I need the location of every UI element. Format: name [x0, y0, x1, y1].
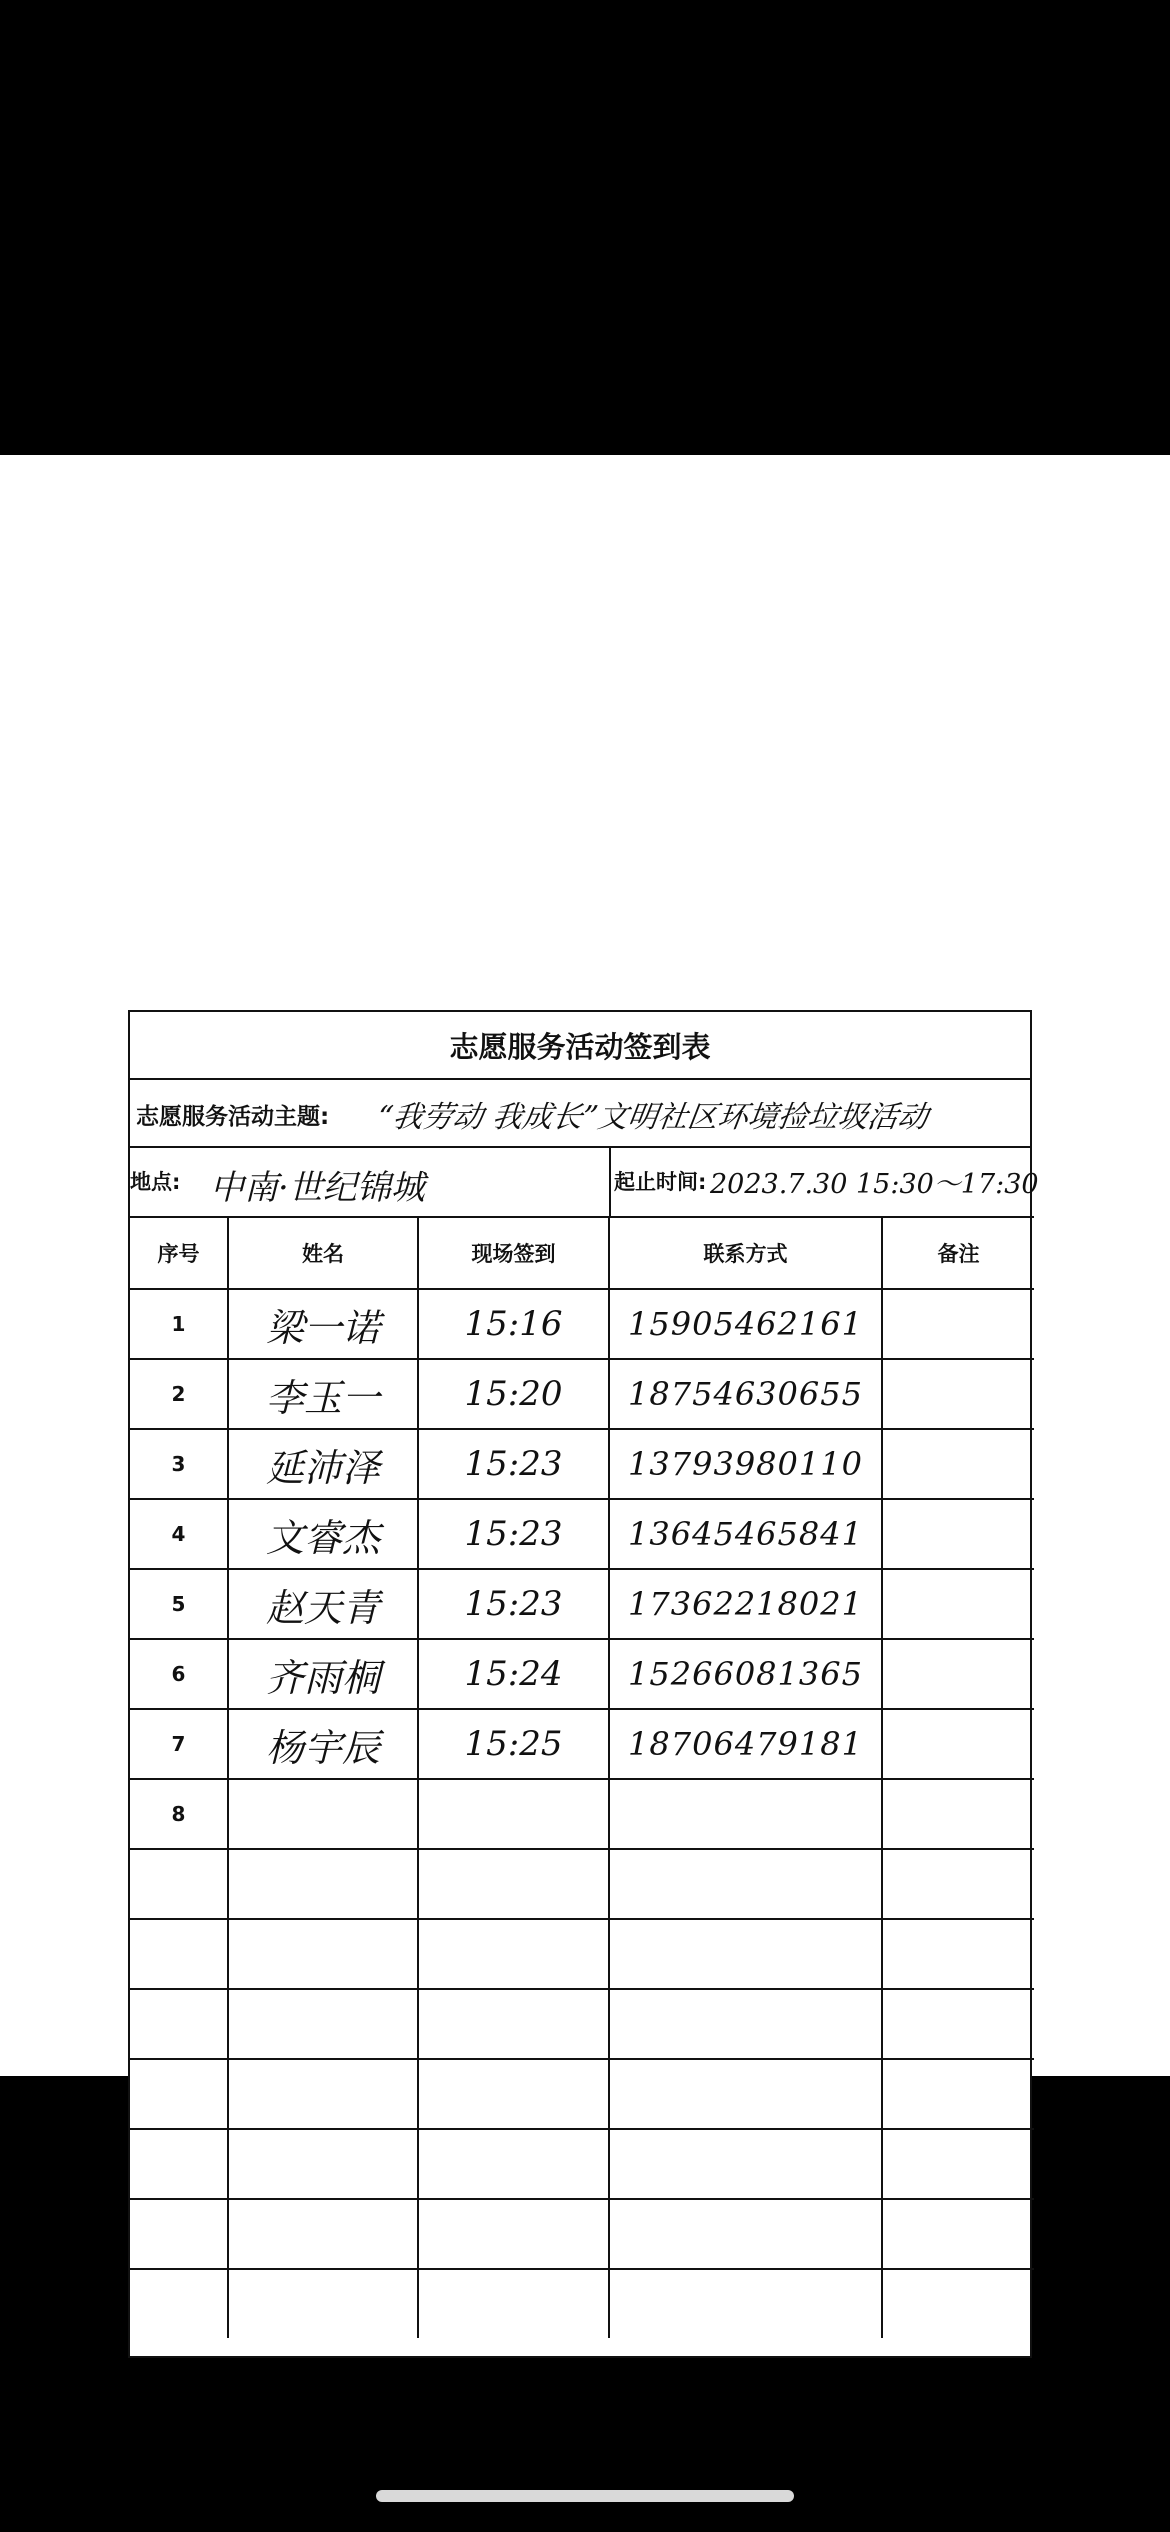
- cell-phone: 13793980110: [609, 1429, 882, 1499]
- cell-phone: [609, 2199, 882, 2269]
- table-row: [130, 1779, 1034, 1849]
- cell-checkin: [418, 2199, 609, 2269]
- cell-no: 5: [130, 1569, 228, 1639]
- cell-name: [228, 2059, 418, 2129]
- cell-phone: [609, 2129, 882, 2199]
- table-row: [130, 1499, 1034, 1569]
- cell-no: [130, 2199, 228, 2269]
- cell-name: 延沛泽: [228, 1429, 418, 1499]
- cell-no: 8: [130, 1779, 228, 1849]
- cell-checkin: 15:24: [418, 1639, 609, 1709]
- cell-checkin: 15:16: [418, 1289, 609, 1359]
- column-header-no: 序号: [130, 1217, 228, 1289]
- cell-phone: 15905462161: [609, 1289, 882, 1359]
- table-header-row: [130, 1217, 1034, 1289]
- cell-name: [228, 1849, 418, 1919]
- cell-note: [882, 2269, 1034, 2338]
- cell-phone: [609, 2269, 882, 2338]
- cell-note: [882, 2059, 1034, 2129]
- location-value-handwritten: 中南·世纪锦城: [210, 1168, 425, 1208]
- cell-phone: 18706479181: [609, 1709, 882, 1779]
- column-header-name: 姓名: [228, 1217, 418, 1289]
- cell-checkin: [418, 1779, 609, 1849]
- cell-name: [228, 1919, 418, 1989]
- cell-phone: 13645465841: [609, 1499, 882, 1569]
- table-row: [130, 1639, 1034, 1709]
- cell-name: 李玉一: [228, 1359, 418, 1429]
- cell-no: 2: [130, 1359, 228, 1429]
- theme-label: 志愿服务活动主题:: [136, 1104, 330, 1130]
- cell-name: [228, 2199, 418, 2269]
- cell-phone: [609, 1779, 882, 1849]
- theme-value-handwritten: “我劳动 我成长”文明社区环境捡垃圾活动: [375, 1100, 931, 1135]
- table-row: [130, 1359, 1034, 1429]
- cell-note: [882, 1499, 1034, 1569]
- table-row: [130, 2199, 1034, 2269]
- cell-checkin: 15:23: [418, 1429, 609, 1499]
- cell-no: [130, 2059, 228, 2129]
- cell-note: [882, 1569, 1034, 1639]
- cell-note: [882, 1429, 1034, 1499]
- location-time-row: [130, 1146, 1039, 1218]
- cell-name: 齐雨桐: [228, 1639, 418, 1709]
- cell-checkin: [418, 1849, 609, 1919]
- time-value-handwritten: 2023.7.30 15:30～17:30: [710, 1169, 1039, 1200]
- cell-no: 7: [130, 1709, 228, 1779]
- cell-checkin: 15:25: [418, 1709, 609, 1779]
- cell-phone: 17362218021: [609, 1569, 882, 1639]
- cell-no: [130, 1989, 228, 2059]
- table-row: [130, 1849, 1034, 1919]
- cell-checkin: [418, 2129, 609, 2199]
- cell-name: [228, 1779, 418, 1849]
- cell-phone: [609, 1919, 882, 1989]
- cell-checkin: [418, 1919, 609, 1989]
- sign-in-sheet: [128, 1010, 1039, 2358]
- table-row: [130, 1709, 1034, 1779]
- table-row: [130, 2269, 1034, 2338]
- cell-checkin: 15:23: [418, 1569, 609, 1639]
- cell-name: [228, 1989, 418, 2059]
- cell-phone: 15266081365: [609, 1639, 882, 1709]
- cell-no: [130, 1849, 228, 1919]
- cell-note: [882, 2199, 1034, 2269]
- home-indicator: [376, 2490, 794, 2502]
- cell-no: [130, 2269, 228, 2338]
- cell-note: [882, 1989, 1034, 2059]
- cell-note: [882, 1919, 1034, 1989]
- cell-note: [882, 1709, 1034, 1779]
- cell-checkin: [418, 2059, 609, 2129]
- table-row: [130, 1569, 1034, 1639]
- cell-name: 文睿杰: [228, 1499, 418, 1569]
- cell-no: 4: [130, 1499, 228, 1569]
- cell-name: 梁一诺: [228, 1289, 418, 1359]
- cell-checkin: [418, 2269, 609, 2338]
- cell-note: [882, 2129, 1034, 2199]
- cell-name: [228, 2129, 418, 2199]
- column-header-note: 备注: [882, 1217, 1034, 1289]
- location-label: 地点:: [130, 1170, 181, 1194]
- table-row: [130, 2059, 1034, 2129]
- cell-no: 3: [130, 1429, 228, 1499]
- cell-checkin: [418, 1989, 609, 2059]
- cell-name: 杨宇辰: [228, 1709, 418, 1779]
- cell-name: [228, 2269, 418, 2338]
- cell-name: 赵天青: [228, 1569, 418, 1639]
- photo-area: [0, 455, 1170, 2076]
- time-label: 起止时间:: [614, 1170, 707, 1194]
- table-row: [130, 1429, 1034, 1499]
- cell-note: [882, 1779, 1034, 1849]
- cell-note: [882, 1289, 1034, 1359]
- cell-phone: [609, 1989, 882, 2059]
- table-row: [130, 2129, 1034, 2199]
- sheet-title: 志愿服务活动签到表: [130, 1012, 1030, 1080]
- table-row: [130, 1289, 1034, 1359]
- row-divider: [609, 1146, 611, 1216]
- cell-no: [130, 1919, 228, 1989]
- theme-row: [130, 1078, 1030, 1148]
- cell-checkin: 15:23: [418, 1499, 609, 1569]
- cell-no: [130, 2129, 228, 2199]
- cell-note: [882, 1849, 1034, 1919]
- column-header-contact: 联系方式: [609, 1217, 882, 1289]
- cell-note: [882, 1359, 1034, 1429]
- table-row: [130, 1919, 1034, 1989]
- cell-phone: 18754630655: [609, 1359, 882, 1429]
- cell-phone: [609, 1849, 882, 1919]
- cell-checkin: 15:20: [418, 1359, 609, 1429]
- sign-in-table: [130, 1216, 1034, 2338]
- cell-phone: [609, 2059, 882, 2129]
- column-header-checkin: 现场签到: [418, 1217, 609, 1289]
- cell-note: [882, 1639, 1034, 1709]
- table-row: [130, 1989, 1034, 2059]
- cell-no: 1: [130, 1289, 228, 1359]
- cell-no: 6: [130, 1639, 228, 1709]
